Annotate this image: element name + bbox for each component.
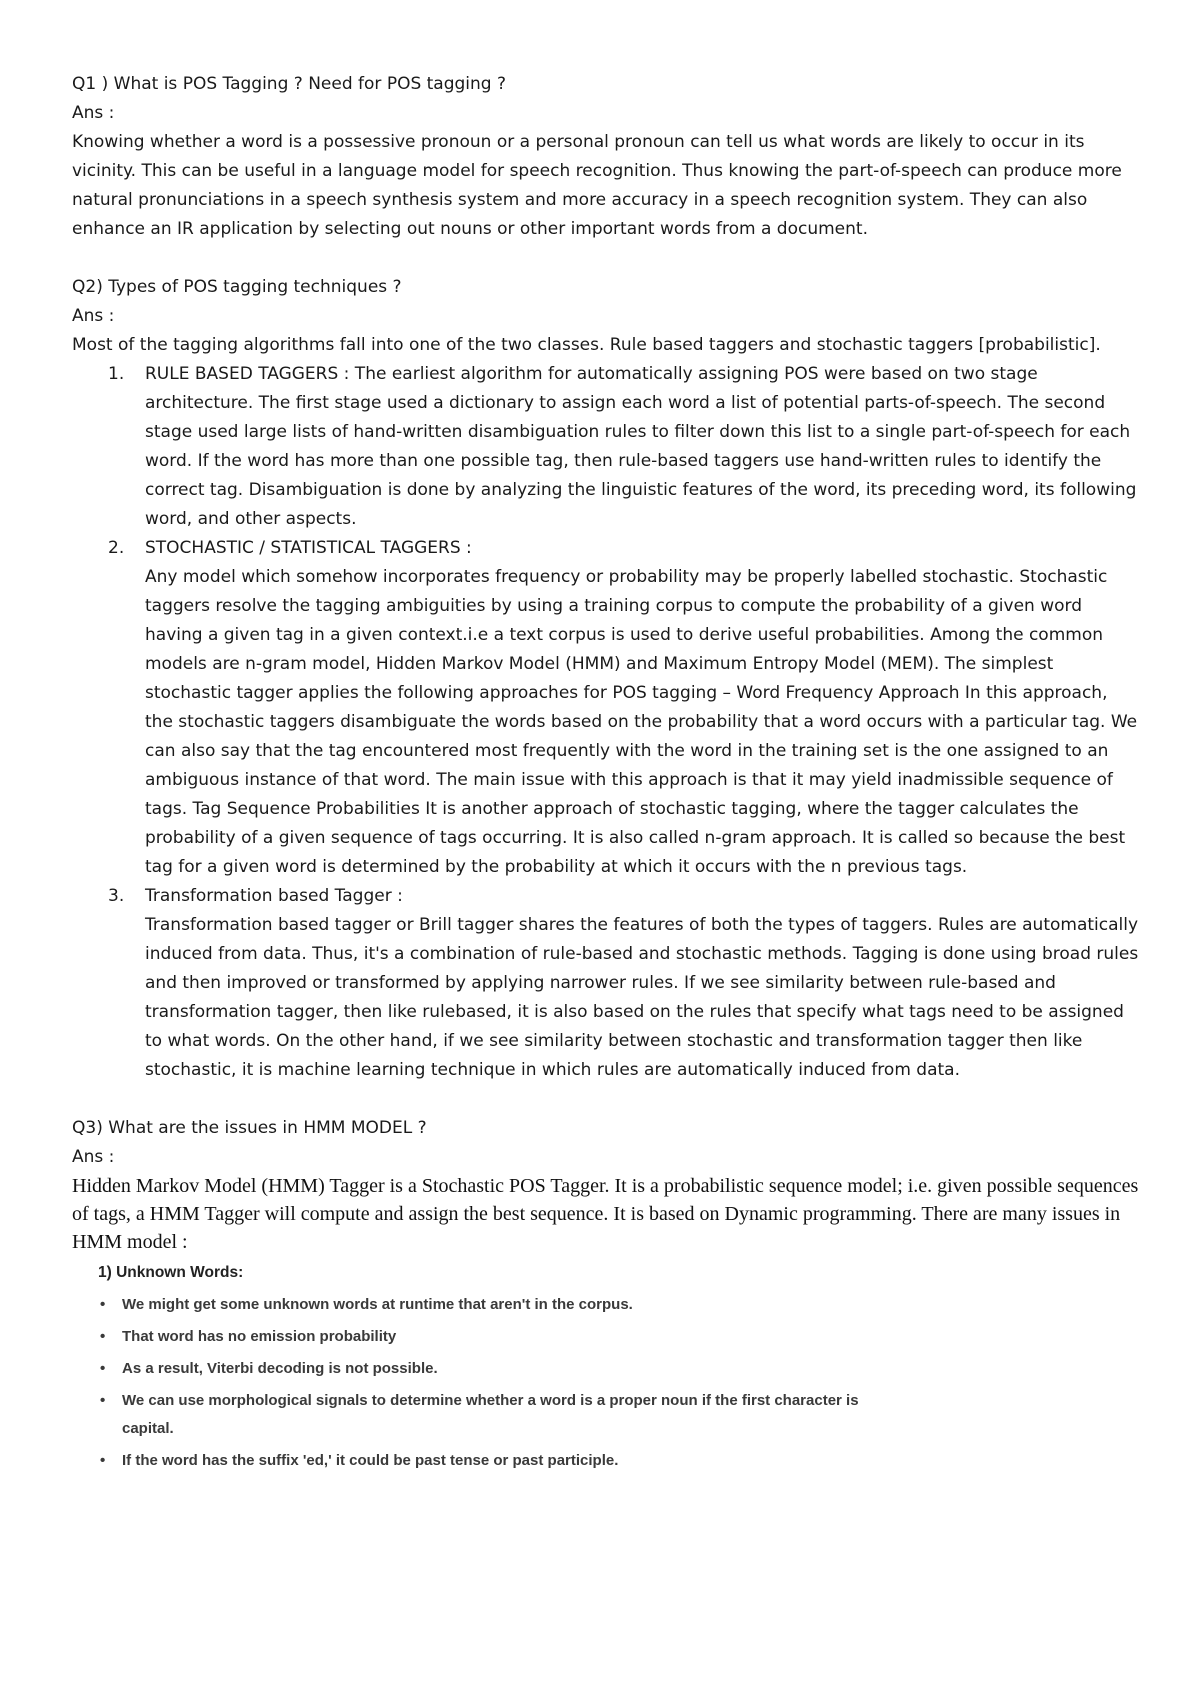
question-1-section <box>72 70 1140 244</box>
list-item-text: Transformation based tagger or Brill tagger shares the features of both the types of taggers. Rules are automatically induced from data. Thus, it's a combination of rule-based and stochastic methods. Tagging is done using broad rules and then improved or transformed by applying narrower rules. If we see similarity between rule-based and transformation tagger, then like rulebased, it is also based on the rules that specify what tags need to be assigned to what words. On the other hand, if we see similarity between stochastic and transformation tagger then like stochastic, it is machine learning technique in which rules are automatically induced from data. <box>145 915 1139 1080</box>
list-item-title: Transformation based Tagger : <box>145 886 403 906</box>
bullet-icon: • <box>100 1328 106 1345</box>
list-item-stochastic <box>72 534 1140 882</box>
question-3-heading: Q3) What are the issues in HMM MODEL ? <box>72 1118 427 1138</box>
question-3-answer: Hidden Markov Model (HMM) Tagger is a Stochastic POS Tagger. It is a probabilistic sequence model; i.e. given possible sequences of tags, a HMM Tagger will compute and assign the best sequence. It is based on Dynamic programming. There are many issues in HMM model : <box>72 1175 1139 1253</box>
list-item <box>98 1387 882 1443</box>
spacer <box>72 244 1140 273</box>
question-1-answer: Knowing whether a word is a possessive pronoun or a personal pronoun can tell us what words are likely to occur in its vicinity. This can be useful in a language model for speech recognition. Thus knowing the part-of-speech can produce more natural pronunciations in a speech synthesis system and more accuracy in a speech recognition system. They can also enhance an IR application by selecting out nouns or other important words from a document. <box>72 132 1122 239</box>
list-item-text: Any model which somehow incorporates frequency or probability may be properly labelled stochastic. Stochastic taggers resolve the tagging ambiguities by using a training corpus to compute the probability of a given word having a given tag in a given context.i.e a text corpus is used to derive useful probabilities. Among the common models are n-gram model, Hidden Markov Model (HMM) and Maximum Entropy Model (MEM). The simplest stochastic tagger applies the following approaches for POS tagging – Word Frequency Approach In this approach, the stochastic taggers disambiguate the words based on the probability that a word occurs with a particular tag. We can also say that the tag encountered most frequently with the word in the training set is the one assigned to an ambiguous instance of that word. The main issue with this approach is that it may yield inadmissible sequence of tags. Tag Sequence Probabilities It is another approach of stochastic tagging, where the tagger calculates the probability of a given sequence of tags occurring. It is also called n-gram approach. It is called so because the best tag for a given word is determined by the probability at which it occurs with the n previous tags. <box>145 567 1138 877</box>
question-2-section <box>72 273 1140 1085</box>
question-3-ans-label: Ans : <box>72 1147 115 1167</box>
bullet-icon: • <box>100 1296 106 1313</box>
list-item-text: RULE BASED TAGGERS : The earliest algorithm for automatically assigning POS were based on two stage architecture. The first stage used a dictionary to assign each word a list of potential parts-of-speech. The second stage used large lists of hand-written disambiguation rules to filter down this list to a single part-of-speech for each word. If the word has more than one possible tag, then rule-based taggers use hand-written rules to identify the correct tag. Disambiguation is done by analyzing the linguistic features of the word, its preceding word, its following word, and other aspects. <box>145 364 1137 529</box>
question-2-heading: Q2) Types of POS tagging techniques ? <box>72 277 402 297</box>
list-item <box>98 1291 1140 1319</box>
list-number: 3. <box>108 886 125 906</box>
question-2-intro: Most of the tagging algorithms fall into one of the two classes. Rule based taggers and stochastic taggers [probabilistic]. <box>72 335 1101 355</box>
list-number: 1. <box>108 364 125 384</box>
list-item <box>98 1447 1140 1475</box>
bullet-text: We might get some unknown words at runtime that aren't in the corpus. <box>122 1296 633 1313</box>
bullet-icon: • <box>100 1392 106 1409</box>
bullet-icon: • <box>100 1360 106 1377</box>
list-number: 2. <box>108 538 125 558</box>
issue-heading: 1) Unknown Words: <box>98 1264 244 1281</box>
question-3-section <box>72 1114 1140 1475</box>
bullet-text: That word has no emission probability <box>122 1328 397 1345</box>
issue-bullet-list <box>98 1291 1140 1475</box>
bullet-text: As a result, Viterbi decoding is not possible. <box>122 1360 438 1377</box>
list-item-transformation <box>72 882 1140 1085</box>
question-1-heading: Q1 ) What is POS Tagging ? Need for POS tagging ? <box>72 74 507 94</box>
document-page <box>72 70 1140 1479</box>
list-item <box>98 1355 1140 1383</box>
tagger-types-list <box>72 360 1140 1085</box>
list-item <box>98 1323 1140 1351</box>
question-1-ans-label: Ans : <box>72 103 115 123</box>
question-2-ans-label: Ans : <box>72 306 115 326</box>
bullet-text: We can use morphological signals to determine whether a word is a proper noun if the first character is capital. <box>122 1392 859 1437</box>
bullet-text: If the word has the suffix 'ed,' it could be past tense or past participle. <box>122 1452 619 1469</box>
bullet-icon: • <box>100 1452 106 1469</box>
hmm-issues-block <box>72 1258 1140 1475</box>
list-item-rule-based <box>72 360 1140 534</box>
list-item-title: STOCHASTIC / STATISTICAL TAGGERS : <box>145 538 472 558</box>
spacer <box>72 1085 1140 1114</box>
